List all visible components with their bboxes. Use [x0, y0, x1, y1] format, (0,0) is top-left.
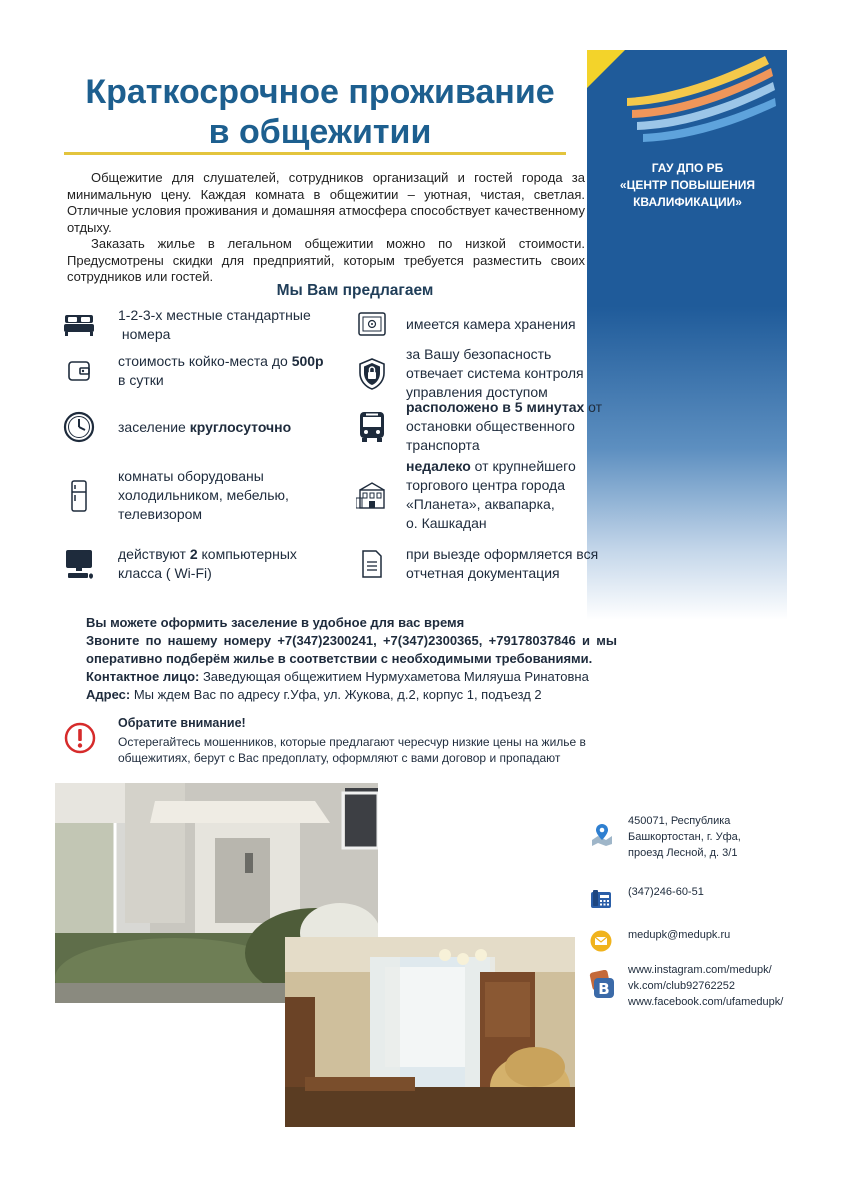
contact-person: Контактное лицо: Заведующая общежитием Нурмухаметова Миляуша Ринатовна	[86, 669, 589, 684]
phone-icon	[590, 888, 612, 910]
feature-documents: при выезде оформляется вся отчетная документация	[355, 545, 598, 583]
footer-phone: (347)246-60-51	[628, 886, 704, 898]
room-interior-photo	[285, 937, 575, 1127]
intro-paragraph: Заказать жилье в легальном общежитии можно по низкой стоимости. Предусмотрены скидки для предприятий, которым требуется разместить своих сотрудников или гостей.	[67, 236, 585, 284]
contact-address: Адрес: Мы ждем Вас по адресу г.Уфа, ул. Жукова, д.2, корпус 1, подъезд 2	[86, 687, 542, 702]
feature-computers: действуют 2 компьютерных класса ( Wi-Fi)	[62, 545, 297, 583]
feature-price: стоимость койко-места до 500р в сутки	[62, 352, 324, 390]
page-title: Краткосрочное проживание в общежитии	[85, 73, 555, 151]
mall-icon	[355, 478, 389, 512]
computer-icon	[62, 547, 96, 581]
bed-icon	[62, 308, 96, 342]
offers-heading: Мы Вам предлагаем	[276, 282, 434, 299]
footer-address: 450071, Республика Башкортостан, г. Уфа, проезд Лесной, д. 3/1	[628, 815, 741, 859]
organization-logo	[587, 50, 787, 150]
title-divider	[64, 152, 566, 155]
warning-icon	[64, 722, 96, 754]
facebook-link[interactable]: www.facebook.com/ufamedupk/	[628, 996, 784, 1008]
warning-text: Остерегайтесь мошенников, которые предлагают чересчур низкие цены на жилье в общежитиях, берут с Вас предоплату, оформляют с вами договор и пропадают	[118, 735, 586, 765]
document-icon	[355, 547, 389, 581]
booking-note: Вы можете оформить заселение в удобное для вас время	[86, 615, 465, 630]
wallet-icon	[62, 354, 96, 388]
organization-name: ГАУ ДПО РБ «ЦЕНТР ПОВЫШЕНИЯ КВАЛИФИКАЦИИ»	[619, 161, 756, 209]
feature-security: за Вашу безопасность отвечает система контроля управления доступом	[355, 345, 584, 402]
shield-lock-icon	[355, 357, 389, 391]
feature-transport: расположено в 5 минутах от остановки общественного транспорта	[355, 398, 602, 455]
footer-email[interactable]: medupk@medupk.ru	[628, 929, 731, 941]
contact-info	[62, 614, 617, 704]
email-icon	[590, 930, 612, 952]
footer-social-links	[628, 962, 783, 1010]
feature-equipment: комнаты оборудованы холодильником, мебелью, телевизором	[62, 467, 289, 524]
social-vk-icon	[588, 970, 616, 1000]
bus-icon	[355, 410, 389, 444]
map-pin-icon	[590, 822, 614, 846]
feature-rooms: 1-2-3-х местные стандартные номера	[62, 306, 311, 344]
vk-link[interactable]: vk.com/club92762252	[628, 980, 736, 992]
clock-icon	[62, 410, 96, 444]
instagram-link[interactable]: www.instagram.com/medupk/	[628, 964, 772, 976]
svg-text:В: В	[598, 980, 610, 998]
fridge-icon	[62, 479, 96, 513]
safe-icon	[355, 307, 389, 341]
feature-mall: недалеко от крупнейшего торгового центра города «Планета», аквапарка, о. Кашкадан	[355, 457, 576, 533]
phone-note: Звоните по нашему номеру +7(347)2300241, +7(347)2300365, +79178037846 и мы оперативно подберём жилье в соответствии с необходимыми требованиями.	[86, 633, 617, 666]
intro-paragraph: Общежитие для слушателей, сотрудников организаций и гостей города за минимальную цену. Каждая комната в общежитии – уютная, чистая, светлая. Отличные условия проживания и домашняя атмосфера способствует качественному отдыху.	[67, 170, 585, 235]
warning-title: Обратите внимание!	[118, 716, 246, 730]
feature-checkin: заселение круглосуточно	[62, 410, 291, 444]
intro-text	[67, 170, 585, 286]
feature-storage: имеется камера хранения	[355, 307, 576, 341]
